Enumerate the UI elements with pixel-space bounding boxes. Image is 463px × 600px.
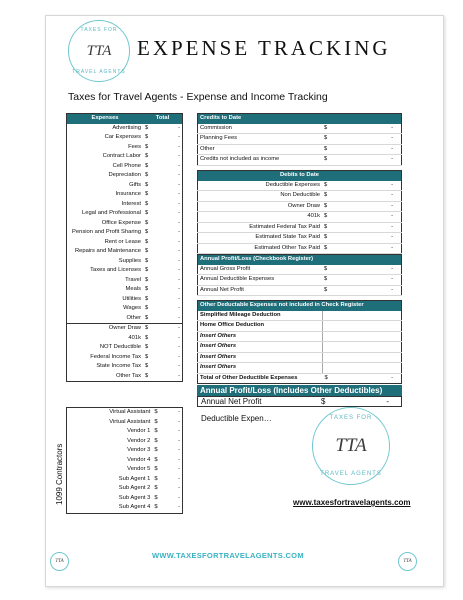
currency-symbol: $ <box>154 447 158 454</box>
draw-label: Federal Income Tax <box>90 353 141 360</box>
credits-row <box>198 155 402 166</box>
amount-value[interactable]: - <box>178 162 180 169</box>
amount-value[interactable]: - <box>178 286 180 293</box>
expense-row <box>67 228 183 238</box>
amount-value[interactable]: - <box>178 418 180 425</box>
debits-table <box>197 170 402 254</box>
annual-row <box>198 265 402 275</box>
currency-symbol: $ <box>154 485 158 492</box>
logo-bottom-text: TRAVEL AGENTS <box>72 69 126 75</box>
expense-row <box>67 266 183 276</box>
amount-value[interactable]: - <box>356 181 402 191</box>
contractors-vertical-label: 1099 Contractors <box>55 443 64 505</box>
currency-symbol: $ <box>145 334 149 341</box>
expense-row <box>67 314 183 324</box>
amount-value[interactable]: - <box>356 233 402 244</box>
contractor-label: Sub Agent 3 <box>118 494 151 501</box>
amount-value[interactable]: - <box>356 265 402 275</box>
expense-row <box>67 190 183 200</box>
amount-value[interactable]: - <box>178 344 180 351</box>
expense-row <box>67 276 183 286</box>
logo-bottom-top-text: TAXES FOR <box>329 415 373 421</box>
amount-value[interactable]: - <box>178 325 180 332</box>
draw-row <box>67 362 183 372</box>
other-deductible-row <box>198 352 402 363</box>
annual-title: Annual Profit/Loss (Checkbook Register) <box>198 255 402 265</box>
currency-symbol: $ <box>322 201 356 212</box>
contractor-label: Vendor 1 <box>127 428 151 435</box>
expense-row <box>67 171 183 181</box>
amount-value[interactable]: - <box>178 181 180 188</box>
other-deductible-title: Other Deductable Expenses not included in Check Register <box>198 301 402 311</box>
currency-symbol: $ <box>322 144 356 155</box>
expense-row <box>67 209 183 219</box>
debits-header <box>198 171 402 181</box>
amount-value[interactable]: - <box>356 134 402 145</box>
contractor-label: Virtual Assistant <box>109 418 151 425</box>
currency-symbol: $ <box>145 210 149 217</box>
draw-label: NOT Deductible <box>99 344 141 351</box>
amount-value[interactable]: - <box>178 353 180 360</box>
other-deductible-row <box>198 321 402 332</box>
expense-label: Contract Labor <box>102 153 141 160</box>
expense-label: Gifts <box>129 181 141 188</box>
draw-row <box>67 343 183 353</box>
credits-label: Commission <box>198 124 323 134</box>
contractor-row <box>67 456 183 466</box>
footer-logo-left-mono: TTA <box>55 559 64 564</box>
other-deductible-total-row <box>198 373 402 384</box>
draw-row <box>67 372 183 382</box>
blank-cell[interactable] <box>323 331 402 342</box>
logo-bottom-monogram: TTA <box>335 435 367 456</box>
credits-label: Credits not included as income <box>198 155 323 166</box>
currency-symbol: $ <box>145 200 149 207</box>
amount-value[interactable]: - <box>178 191 180 198</box>
credits-title: Credits to Date <box>198 114 402 124</box>
currency-symbol: $ <box>145 344 149 351</box>
currency-symbol: $ <box>322 124 356 134</box>
currency-symbol: $ <box>322 222 356 233</box>
expense-label: Repairs and Maintenance <box>74 248 141 255</box>
amount-value[interactable]: - <box>178 485 180 492</box>
contractor-row <box>67 427 183 437</box>
logo-monogram: TTA <box>86 42 112 59</box>
currency-symbol: $ <box>145 314 149 321</box>
website-link[interactable]: www.taxesfortravelagents.com <box>293 498 411 507</box>
other-deductible-row <box>198 363 402 374</box>
debits-title: Debits to Date <box>198 171 402 181</box>
contractor-label: Sub Agent 1 <box>118 475 151 482</box>
currency-symbol: $ <box>145 124 149 131</box>
blank-cell[interactable] <box>323 321 402 332</box>
currency-symbol: $ <box>154 504 158 511</box>
currency-symbol: $ <box>145 248 149 255</box>
draw-row <box>67 324 183 334</box>
currency-symbol: $ <box>322 181 356 191</box>
expense-row <box>67 238 183 248</box>
contractor-label: Vendor 4 <box>127 456 151 463</box>
amount-value[interactable]: - <box>178 134 180 141</box>
expense-label: Legal and Professional <box>82 210 141 217</box>
amount-value[interactable]: - <box>178 267 180 274</box>
amount-value[interactable]: - <box>178 276 180 283</box>
annual-incl-value: - <box>386 397 389 406</box>
expense-row <box>67 285 183 295</box>
credits-row <box>198 134 402 145</box>
expense-row <box>67 143 183 153</box>
expense-label: Office Expense <box>101 219 141 226</box>
amount-value[interactable]: - <box>178 210 180 217</box>
debits-row <box>198 201 402 212</box>
credits-row <box>198 124 402 134</box>
draw-label: 401k <box>128 334 141 341</box>
expense-row <box>67 152 183 162</box>
currency-symbol: $ <box>322 233 356 244</box>
amount-value[interactable]: - <box>178 200 180 207</box>
currency-symbol: $ <box>145 325 149 332</box>
currency-symbol: $ <box>145 286 149 293</box>
currency-symbol: $ <box>324 374 328 381</box>
currency-symbol: $ <box>145 143 149 150</box>
debits-label: Deductible Expenses <box>198 181 323 191</box>
amount-value[interactable]: - <box>178 257 180 264</box>
annual-label: Annual Net Profit <box>198 285 323 296</box>
currency-symbol: $ <box>145 162 149 169</box>
footer-website-link[interactable]: WWW.TAXESFORTRAVELAGENTS.COM <box>152 551 304 560</box>
expense-label: Meals <box>125 286 141 293</box>
expenses-table <box>66 113 183 382</box>
contractor-row <box>67 475 183 485</box>
other-deductible-row <box>198 342 402 353</box>
expense-label: Advertising <box>112 124 141 131</box>
annual-label: Annual Deductible Expenses <box>198 275 323 286</box>
currency-symbol: $ <box>322 243 356 254</box>
currency-symbol: $ <box>145 229 149 236</box>
currency-symbol: $ <box>322 285 356 296</box>
other-deductible-total-label: Total of Other Deductible Expenses <box>200 374 298 381</box>
contractor-label: Vendor 2 <box>127 437 151 444</box>
currency-symbol: $ <box>154 456 158 463</box>
currency-symbol: $ <box>145 238 149 245</box>
contractor-label: Sub Agent 2 <box>118 485 151 492</box>
amount-value[interactable]: - <box>356 144 402 155</box>
debits-label: Non Deductible <box>198 191 323 202</box>
annual-row <box>198 275 402 286</box>
expense-label: Interest <box>121 200 141 207</box>
annual-incl-header: Annual Profit/Loss (Includes Other Deductibles) <box>197 385 402 396</box>
annual-label: Annual Gross Profit <box>198 265 323 275</box>
amount-value[interactable]: - <box>178 428 180 435</box>
expense-label: Supplies <box>118 257 141 264</box>
contractor-row <box>67 418 183 428</box>
page-title: EXPENSE TRACKING <box>137 36 391 60</box>
currency-symbol: $ <box>322 155 356 166</box>
credits-label: Other <box>198 144 323 155</box>
expense-label: Utilities <box>122 295 141 302</box>
debits-row <box>198 212 402 223</box>
page-subtitle: Taxes for Travel Agents - Expense and Income Tracking <box>68 91 328 103</box>
amount-value[interactable]: - <box>178 409 180 416</box>
currency-symbol: $ <box>145 134 149 141</box>
amount-value[interactable]: - <box>178 475 180 482</box>
currency-symbol: $ <box>154 409 158 416</box>
debits-label: Estimated Federal Tax Paid <box>198 222 323 233</box>
amount-value[interactable]: - <box>356 124 402 134</box>
draw-row <box>67 334 183 344</box>
currency-symbol: $ <box>322 275 356 286</box>
amount-value[interactable]: - <box>178 305 180 312</box>
currency-symbol: $ <box>154 418 158 425</box>
amount-value[interactable]: - <box>356 212 402 223</box>
amount-value[interactable]: - <box>178 295 180 302</box>
currency-symbol: $ <box>322 212 356 223</box>
logo-bottom-bottom-text: TRAVEL AGENTS <box>320 471 382 477</box>
contractor-row <box>67 494 183 504</box>
amount-value[interactable]: - <box>178 447 180 454</box>
other-deductible-label: Simplified Mileage Deduction <box>198 311 323 321</box>
expense-label: Fees <box>128 143 141 150</box>
expense-label: Wages <box>123 305 141 312</box>
annual-header <box>198 255 402 265</box>
amount-value[interactable]: - <box>356 201 402 212</box>
tta-logo-top <box>68 20 130 82</box>
expense-label: Other <box>126 314 141 321</box>
amount-value[interactable]: - <box>178 456 180 463</box>
amount-value[interactable]: - <box>178 248 180 255</box>
currency-symbol: $ <box>322 134 356 145</box>
expense-label: Travel <box>125 276 141 283</box>
currency-symbol: $ <box>154 428 158 435</box>
amount-value[interactable]: - <box>178 124 180 131</box>
debits-label: Estimated Other Tax Paid <box>198 243 323 254</box>
expense-row <box>67 304 183 314</box>
other-deductible-row <box>198 331 402 342</box>
draw-label: Other Tax <box>115 372 141 379</box>
debits-row <box>198 191 402 202</box>
contractor-row <box>67 446 183 456</box>
deductible-truncated-label: Deductible Expen… <box>201 414 272 423</box>
draw-label: Owner Draw <box>108 325 141 332</box>
amount-value[interactable]: - <box>356 285 402 296</box>
amount-value[interactable]: - <box>178 153 180 160</box>
annual-row <box>198 285 402 296</box>
footer-logo-right-mono: TTA <box>403 559 412 564</box>
logo-top-text: TAXES FOR <box>80 27 118 33</box>
currency-symbol: $ <box>145 153 149 160</box>
footer-logo-left <box>50 552 69 571</box>
currency-symbol: $ <box>145 191 149 198</box>
annual-incl-label: Annual Net Profit <box>201 397 262 406</box>
other-deductible-header <box>198 301 402 311</box>
annual-incl-row <box>197 396 402 407</box>
amount-value[interactable]: - <box>356 222 402 233</box>
tta-logo-bottom <box>312 407 390 485</box>
expense-label: Insurance <box>115 191 141 198</box>
expense-row <box>67 162 183 172</box>
debits-row <box>198 181 402 191</box>
contractor-label: Sub Agent 4 <box>118 504 151 511</box>
debits-row <box>198 222 402 233</box>
expense-row <box>67 219 183 229</box>
amount-value[interactable]: - <box>178 143 180 150</box>
amount-value[interactable]: - <box>178 437 180 444</box>
expense-row <box>67 247 183 257</box>
annual-incl-currency: $ <box>321 397 326 406</box>
currency-symbol: $ <box>145 172 149 179</box>
amount-value[interactable]: - <box>356 243 402 254</box>
other-deductible-label: Insert Others <box>198 331 323 342</box>
currency-symbol: $ <box>322 191 356 202</box>
currency-symbol: $ <box>145 353 149 360</box>
expense-label: Cell Phone <box>112 162 141 169</box>
credits-header <box>198 114 402 124</box>
currency-symbol: $ <box>145 267 149 274</box>
other-deductible-row <box>198 311 402 321</box>
contractors-table <box>66 407 183 514</box>
annual-table <box>197 254 402 296</box>
expense-label: Depreciation <box>108 172 141 179</box>
currency-symbol: $ <box>154 466 158 473</box>
amount-value[interactable]: - <box>356 191 402 202</box>
amount-value[interactable]: - <box>178 504 180 511</box>
expense-label: Pension and Profit Sharing <box>72 229 141 236</box>
draw-label: State Income Tax <box>96 363 141 370</box>
amount-value[interactable]: - <box>178 363 180 370</box>
debits-label: Estimated State Tax Paid <box>198 233 323 244</box>
currency-symbol: $ <box>154 437 158 444</box>
amount-value[interactable]: - <box>178 229 180 236</box>
footer-logo-right <box>398 552 417 571</box>
other-deductible-label: Insert Others <box>198 342 323 353</box>
amount-value[interactable]: - <box>178 372 180 379</box>
expense-row <box>67 181 183 191</box>
other-deductible-label: Home Office Deduction <box>198 321 323 332</box>
credits-table <box>197 113 402 166</box>
currency-symbol: $ <box>145 295 149 302</box>
amount-value[interactable]: - <box>178 334 180 341</box>
contractor-row <box>67 408 183 418</box>
contractor-label: Virtual Assistant <box>109 409 151 416</box>
contractor-row <box>67 503 183 513</box>
expense-row <box>67 257 183 267</box>
blank-cell[interactable] <box>323 352 402 363</box>
currency-symbol: $ <box>145 305 149 312</box>
other-deductible-label: Insert Others <box>198 352 323 363</box>
amount-value[interactable]: - <box>178 494 180 501</box>
amount-value[interactable]: - <box>356 275 402 286</box>
debits-label: Owner Draw <box>198 201 323 212</box>
blank-cell[interactable] <box>323 311 402 321</box>
credits-row <box>198 144 402 155</box>
expense-row <box>67 200 183 210</box>
expense-row <box>67 133 183 143</box>
expense-label: Taxes and Licenses <box>90 267 141 274</box>
contractor-row <box>67 465 183 475</box>
currency-symbol: $ <box>145 257 149 264</box>
amount-value[interactable]: - <box>356 155 402 166</box>
currency-symbol: $ <box>154 475 158 482</box>
credits-label: Planning Fees <box>198 134 323 145</box>
expense-label: Rent or Lease <box>104 238 141 245</box>
currency-symbol: $ <box>322 265 356 275</box>
contractor-row <box>67 437 183 447</box>
expense-label: Car Expenses <box>104 134 141 141</box>
currency-symbol: $ <box>145 181 149 188</box>
expense-row <box>67 124 183 134</box>
debits-row <box>198 243 402 254</box>
amount-value[interactable]: - <box>178 466 180 473</box>
currency-symbol: $ <box>145 363 149 370</box>
debits-row <box>198 233 402 244</box>
currency-symbol: $ <box>145 372 149 379</box>
blank-cell[interactable] <box>323 363 402 374</box>
draw-row <box>67 353 183 363</box>
contractor-label: Vendor 3 <box>127 447 151 454</box>
contractor-row <box>67 484 183 494</box>
amount-value[interactable]: - <box>178 172 180 179</box>
expenses-col-label: Expenses <box>67 114 144 124</box>
expenses-col-total: Total <box>143 114 183 124</box>
amount-value[interactable]: - <box>391 374 393 381</box>
expense-row <box>67 295 183 305</box>
debits-label: 401k <box>198 212 323 223</box>
other-deductible-table <box>197 300 402 384</box>
blank-cell[interactable] <box>323 342 402 353</box>
currency-symbol: $ <box>145 219 149 226</box>
amount-value[interactable]: - <box>178 219 180 226</box>
currency-symbol: $ <box>154 494 158 501</box>
currency-symbol: $ <box>145 276 149 283</box>
amount-value[interactable]: - <box>178 238 180 245</box>
contractor-label: Vendor 5 <box>127 466 151 473</box>
amount-value[interactable]: - <box>178 314 180 321</box>
other-deductible-label: Insert Others <box>198 363 323 374</box>
